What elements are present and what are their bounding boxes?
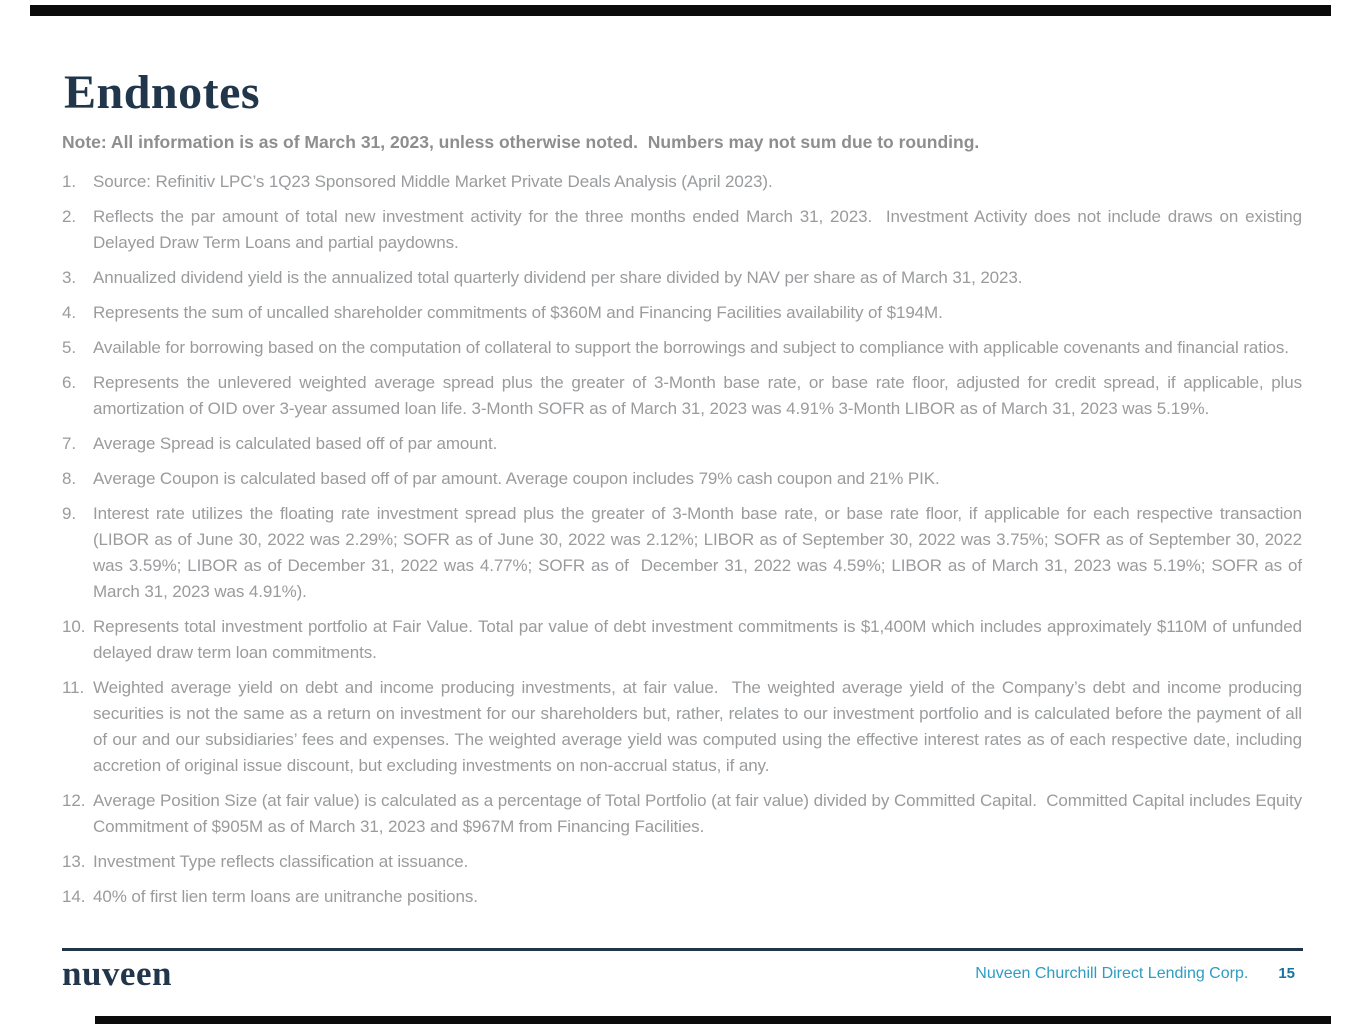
- note-disclaimer: Note: All information is as of March 31, 2023, unless otherwise noted. Numbers may not sum due to rounding.: [62, 132, 980, 152]
- endnote-number: 3.: [62, 268, 76, 287]
- endnote-item: [62, 300, 1302, 326]
- endnote-text: Available for borrowing based on the computation of collateral to support the borrowings and subject to compliance with applicable covenants and financial ratios.: [93, 338, 1289, 357]
- endnote-text: Average Position Size (at fair value) is calculated as a percentage of Total Portfolio (at fair value) divided by Committed Capital. Committed Capital includes Equity Commitment of $905M as of March 31, 2023 and $967M from Financing Facilities.: [93, 791, 1307, 836]
- endnote-item: [62, 849, 1302, 875]
- endnote-text: Weighted average yield on debt and income producing investments, at fair value. The weighted average yield of the Company’s debt and income producing securities is not the same as a return on investment for our shareholders but, rather, relates to our investment portfolio and is calculated before the payment of all of our and our subsidiaries’ fees and expenses. The weighted average yield was computed using the effective interest rates as of each respective date, including accretion of original issue discount, but excluding investments on non-accrual status, if any.: [93, 678, 1307, 775]
- endnote-number: 8.: [62, 469, 76, 488]
- endnote-item: [62, 675, 1307, 779]
- nuveen-logo: nuveen: [62, 954, 172, 993]
- endnote-text: Represents the unlevered weighted average spread plus the greater of 3-Month base rate, or base rate floor, adjusted for credit spread, if applicable, plus amortization of OID over 3-year assumed loan life. 3-Month SOFR as of March 31, 2023 was 4.91% 3-Month LIBOR as of March 31, 2023 was 5.19%.: [93, 373, 1307, 418]
- endnote-number: 7.: [62, 434, 76, 453]
- page-title: Endnotes: [64, 66, 261, 119]
- endnote-text: Average Coupon is calculated based off of par amount. Average coupon includes 79% cash coupon and 21% PIK.: [93, 469, 940, 488]
- endnote-number: 11.: [62, 678, 85, 697]
- endnotes-list: [62, 169, 1307, 910]
- endnote-item: [62, 169, 1302, 195]
- endnote-item: [62, 204, 1307, 256]
- slide-top-edge-bar: [30, 5, 1331, 16]
- endnote-number: 5.: [62, 338, 76, 357]
- endnote-number: 10.: [62, 617, 86, 636]
- endnote-number: 2.: [62, 207, 76, 226]
- endnote-number: 14.: [62, 887, 86, 906]
- footer-right-group: [975, 965, 1303, 983]
- endnote-item: [62, 335, 1302, 361]
- slide-content: [62, 16, 1307, 919]
- endnote-item: [62, 431, 1302, 457]
- endnote-text: Reflects the par amount of total new investment activity for the three months ended March 31, 2023. Investment Activity does not include draws on existing Delayed Draw Term Loans and partial paydowns.: [93, 207, 1307, 252]
- endnote-number: 12.: [62, 791, 86, 810]
- footer-company-name: Nuveen Churchill Direct Lending Corp.: [975, 965, 1249, 982]
- endnote-number: 13.: [62, 852, 86, 871]
- endnote-item: [62, 614, 1307, 666]
- endnote-text: Source: Refinitiv LPC’s 1Q23 Sponsored Middle Market Private Deals Analysis (April 2023).: [93, 172, 773, 191]
- endnote-item: [62, 265, 1302, 291]
- endnote-text: Represents total investment portfolio at Fair Value. Total par value of debt investment commitments is $1,400M which includes approximately $110M of unfunded delayed draw term loan commitments.: [93, 617, 1307, 662]
- endnote-item: [62, 788, 1307, 840]
- endnote-item: [62, 884, 1302, 910]
- endnote-text: Annualized dividend yield is the annualized total quarterly dividend per share divided by NAV per share as of March 31, 2023.: [93, 268, 1023, 287]
- endnote-item: [62, 466, 1302, 492]
- endnote-number: 9.: [62, 504, 76, 523]
- footer-page-number: 15: [1278, 965, 1295, 982]
- endnote-text: 40% of first lien term loans are unitranche positions.: [93, 887, 478, 906]
- endnote-text: Average Spread is calculated based off of par amount.: [93, 434, 498, 453]
- endnote-text: Represents the sum of uncalled shareholder commitments of $360M and Financing Facilities availability of $194M.: [93, 303, 943, 322]
- endnote-number: 4.: [62, 303, 76, 322]
- slide-bottom-edge-bar: [95, 1016, 1331, 1024]
- endnote-item: [62, 370, 1307, 422]
- endnote-number: 1.: [62, 172, 76, 191]
- endnote-item: [62, 501, 1307, 605]
- slide-footer: [62, 948, 1303, 993]
- endnote-text: Investment Type reflects classification at issuance.: [93, 852, 469, 871]
- endnote-text: Interest rate utilizes the floating rate investment spread plus the greater of 3-Month base rate, or base rate floor, if applicable for each respective transaction (LIBOR as of June 30, 2022 was 2.29%; SOFR as of June 30, 2022 was 2.12%; LIBOR as of September 30, 2022 was 3.75%; SOFR as of September 30, 2022 was 3.59%; LIBOR as of December 31, 2022 was 4.77%; SOFR as of December 31, 2022 was 4.59%; LIBOR as of March 31, 2023 was 5.19%; SOFR as of March 31, 2023 was 4.91%).: [93, 504, 1307, 601]
- endnote-number: 6.: [62, 373, 76, 392]
